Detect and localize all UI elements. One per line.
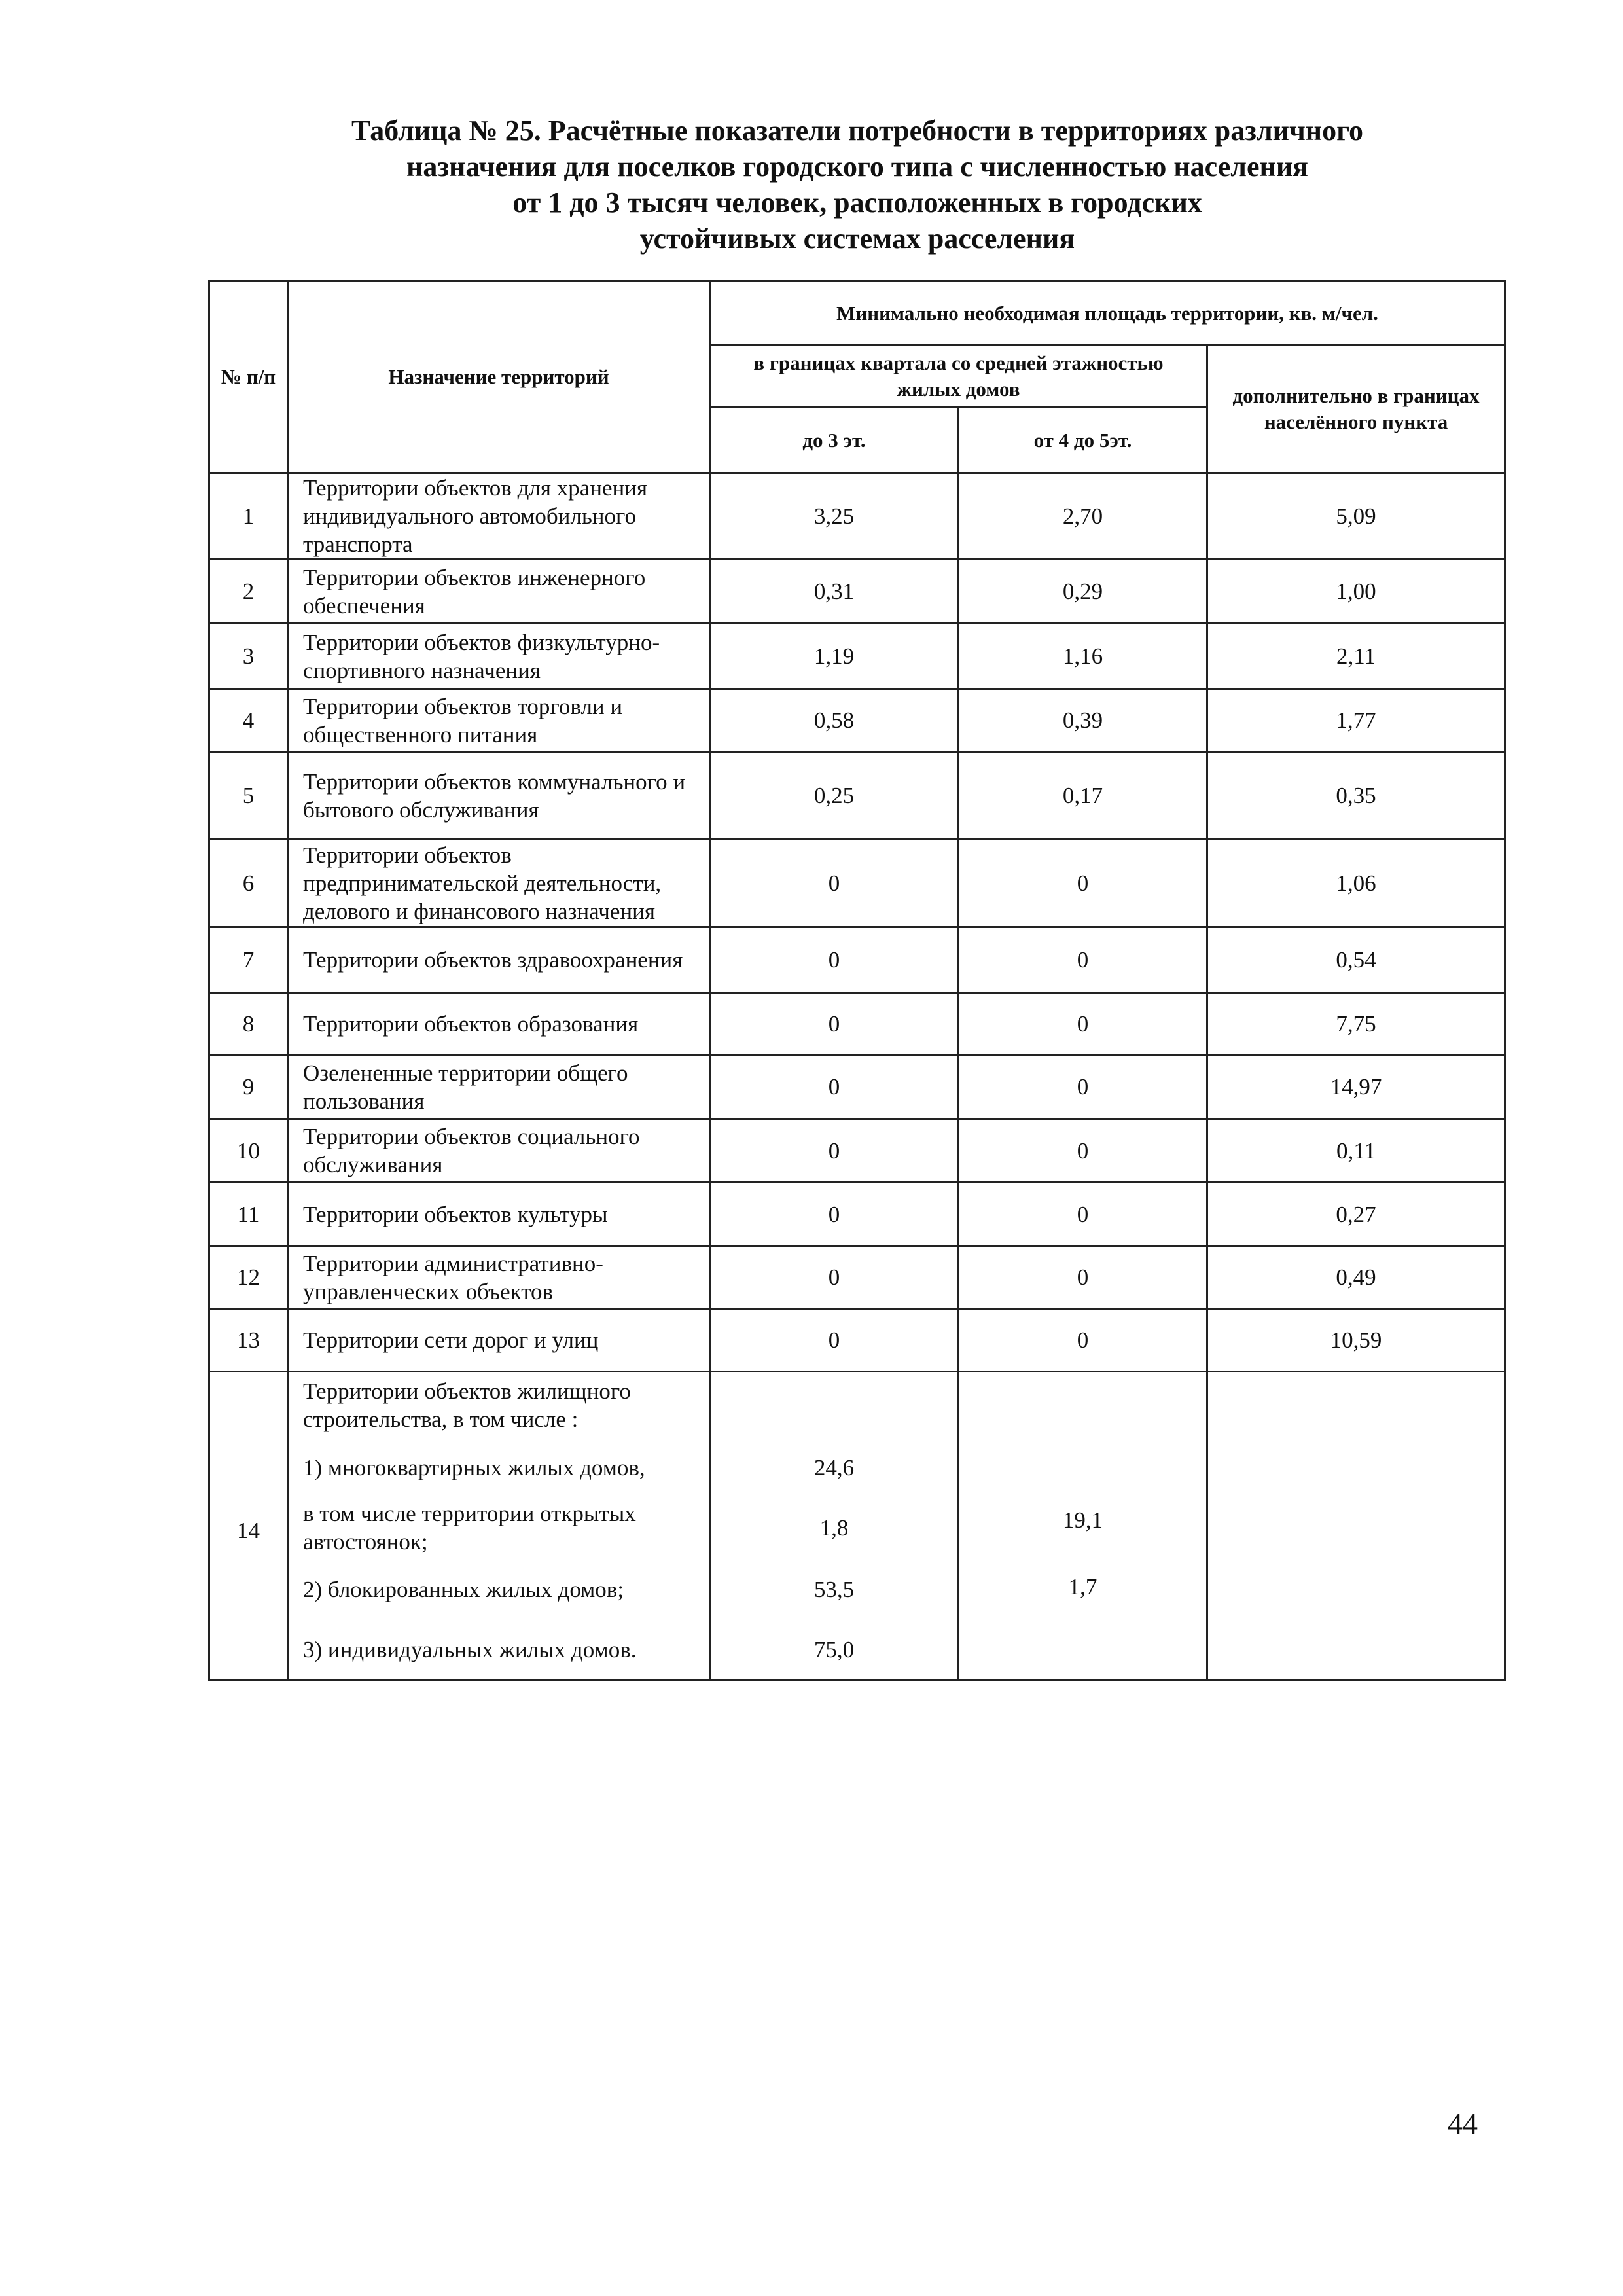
row-num: 1 <box>209 473 288 560</box>
row-14-from-4-to-5-cell <box>959 1372 1207 1680</box>
row-14-item-label: 1) многоквартирных жилых домов, <box>303 1454 645 1480</box>
row-name: Территории объектов коммунального и бытового обслуживания <box>288 752 710 840</box>
row-value-up-to-3: 0 <box>710 927 959 993</box>
row-value-up-to-3: 0 <box>710 1309 959 1372</box>
title-line-4: устойчивых системах расселения <box>639 223 1075 255</box>
row-value-up-to-3: 0,25 <box>710 752 959 840</box>
row-value-additional: 0,35 <box>1207 752 1505 840</box>
row-num: 2 <box>209 560 288 624</box>
row-name: Территории объектов образования <box>288 993 710 1055</box>
table-row <box>209 560 1505 624</box>
row-value-additional: 2,11 <box>1207 624 1505 689</box>
row-14-value-up-to-3: 1,8 <box>819 1515 849 1541</box>
row-14-heading: Территории объектов жилищного строительства, в том числе : <box>303 1378 631 1432</box>
row-name: Территории объектов предпринимательской деятельности, делового и финансового назначения <box>288 840 710 927</box>
row-14-up-to-3-cell <box>710 1372 959 1680</box>
row-14-name-cell <box>288 1372 710 1680</box>
header-num <box>209 281 288 473</box>
row-value-from-4-to-5: 0 <box>959 1183 1207 1246</box>
row-14-value-up-to-3: 24,6 <box>813 1454 855 1480</box>
row-value-up-to-3: 0 <box>710 993 959 1055</box>
row-value-up-to-3: 0 <box>710 1183 959 1246</box>
header-purpose-label: Назначение территорий <box>388 365 609 388</box>
table-row-14 <box>209 1372 1505 1680</box>
row-value-additional: 10,59 <box>1207 1309 1505 1372</box>
row-14-value-up-to-3: 53,5 <box>813 1576 855 1602</box>
row-value-up-to-3: 1,19 <box>710 624 959 689</box>
table-row <box>209 473 1505 560</box>
row-value-from-4-to-5: 0,29 <box>959 560 1207 624</box>
row-value-from-4-to-5: 0 <box>959 1055 1207 1119</box>
title-line-1: Таблица № 25. Расчётные показатели потребности в территориях различного <box>351 115 1364 147</box>
row-value-up-to-3: 0 <box>710 1119 959 1183</box>
document-title <box>196 113 1518 257</box>
row-num: 3 <box>209 624 288 689</box>
table-row <box>209 927 1505 993</box>
row-14-value-up-to-3: 75,0 <box>813 1636 855 1662</box>
table-row <box>209 1119 1505 1183</box>
row-name: Территории объектов физкультурно-спортивного назначения <box>288 624 710 689</box>
row-value-from-4-to-5: 2,70 <box>959 473 1207 560</box>
table-row <box>209 993 1505 1055</box>
table-row <box>209 840 1505 927</box>
row-value-additional: 1,06 <box>1207 840 1505 927</box>
row-name: Территории объектов торговли и общественного питания <box>288 689 710 752</box>
row-value-additional: 1,00 <box>1207 560 1505 624</box>
row-14-additional-cell <box>1207 1372 1505 1680</box>
row-num: 9 <box>209 1055 288 1119</box>
requirements-table <box>208 280 1506 1681</box>
row-value-additional: 0,54 <box>1207 927 1505 993</box>
row-value-up-to-3: 0 <box>710 1246 959 1309</box>
row-value-additional: 0,49 <box>1207 1246 1505 1309</box>
table-row <box>209 1246 1505 1309</box>
row-value-additional: 14,97 <box>1207 1055 1505 1119</box>
row-name: Территории объектов социального обслуживания <box>288 1119 710 1183</box>
row-num: 10 <box>209 1119 288 1183</box>
row-value-from-4-to-5: 0 <box>959 1309 1207 1372</box>
row-value-additional: 7,75 <box>1207 993 1505 1055</box>
header-up-to-3 <box>710 408 959 473</box>
row-value-up-to-3: 0,58 <box>710 689 959 752</box>
header-num-label: № п/п <box>221 365 276 388</box>
row-name: Территории объектов инженерного обеспечения <box>288 560 710 624</box>
row-value-up-to-3: 0 <box>710 840 959 927</box>
header-within-block <box>710 346 1207 408</box>
row-num: 6 <box>209 840 288 927</box>
title-line-3: от 1 до 3 тысяч человек, расположенных в городских <box>512 187 1202 219</box>
header-purpose <box>288 281 710 473</box>
row-num: 13 <box>209 1309 288 1372</box>
row-num: 5 <box>209 752 288 840</box>
table-row <box>209 624 1505 689</box>
header-from-4-to-5-label: от 4 до 5эт. <box>1033 428 1132 452</box>
row-name: Территории объектов здравоохранения <box>288 927 710 993</box>
row-value-additional: 0,11 <box>1207 1119 1505 1183</box>
row-value-additional: 0,27 <box>1207 1183 1505 1246</box>
row-name: Территории административно-управленческих объектов <box>288 1246 710 1309</box>
header-additional-label: дополнительно в границах населённого пункта <box>1232 384 1480 433</box>
row-value-additional: 5,09 <box>1207 473 1505 560</box>
row-value-from-4-to-5: 0 <box>959 1119 1207 1183</box>
row-name: Озелененные территории общего пользования <box>288 1055 710 1119</box>
row-value-from-4-to-5: 0 <box>959 840 1207 927</box>
row-name: Территории сети дорог и улиц <box>288 1309 710 1372</box>
row-name: Территории объектов культуры <box>288 1183 710 1246</box>
row-num: 11 <box>209 1183 288 1246</box>
row-name: Территории объектов для хранения индивидуального автомобильного транспорта <box>288 473 710 560</box>
row-num: 12 <box>209 1246 288 1309</box>
row-14-item-label: 2) блокированных жилых домов; <box>303 1576 624 1602</box>
header-from-4-to-5 <box>959 408 1207 473</box>
header-additional <box>1207 346 1505 473</box>
row-value-from-4-to-5: 0,17 <box>959 752 1207 840</box>
row-14-item-label: в том числе территории открытых автостоянок; <box>303 1501 636 1554</box>
table-row <box>209 752 1505 840</box>
table-row <box>209 1183 1505 1246</box>
row-num: 7 <box>209 927 288 993</box>
row-value-from-4-to-5: 1,16 <box>959 624 1207 689</box>
row-num: 8 <box>209 993 288 1055</box>
row-value-from-4-to-5: 0 <box>959 1246 1207 1309</box>
header-within-block-label: в границах квартала со средней этажностью жилых домов <box>753 351 1164 401</box>
row-value-from-4-to-5: 0 <box>959 927 1207 993</box>
row-14-value-from-4-to-5: 1,7 <box>1068 1573 1097 1600</box>
header-min-area-label: Минимально необходимая площадь территории, кв. м/чел. <box>836 301 1378 325</box>
row-value-from-4-to-5: 0,39 <box>959 689 1207 752</box>
row-value-up-to-3: 3,25 <box>710 473 959 560</box>
row-value-up-to-3: 0,31 <box>710 560 959 624</box>
table-row <box>209 689 1505 752</box>
table-row <box>209 1055 1505 1119</box>
row-14-item-label: 3) индивидуальных жилых домов. <box>303 1636 637 1662</box>
row-value-additional: 1,77 <box>1207 689 1505 752</box>
title-line-2: назначения для поселков городского типа с численностью населения <box>406 151 1308 183</box>
header-up-to-3-label: до 3 эт. <box>802 428 866 452</box>
table-row <box>209 1309 1505 1372</box>
page-number: 44 <box>1448 2107 1478 2140</box>
header-min-area <box>710 281 1505 346</box>
row-14-value-from-4-to-5: 19,1 <box>1062 1507 1103 1533</box>
row-num: 14 <box>209 1372 288 1680</box>
row-num: 4 <box>209 689 288 752</box>
row-value-from-4-to-5: 0 <box>959 993 1207 1055</box>
row-value-up-to-3: 0 <box>710 1055 959 1119</box>
